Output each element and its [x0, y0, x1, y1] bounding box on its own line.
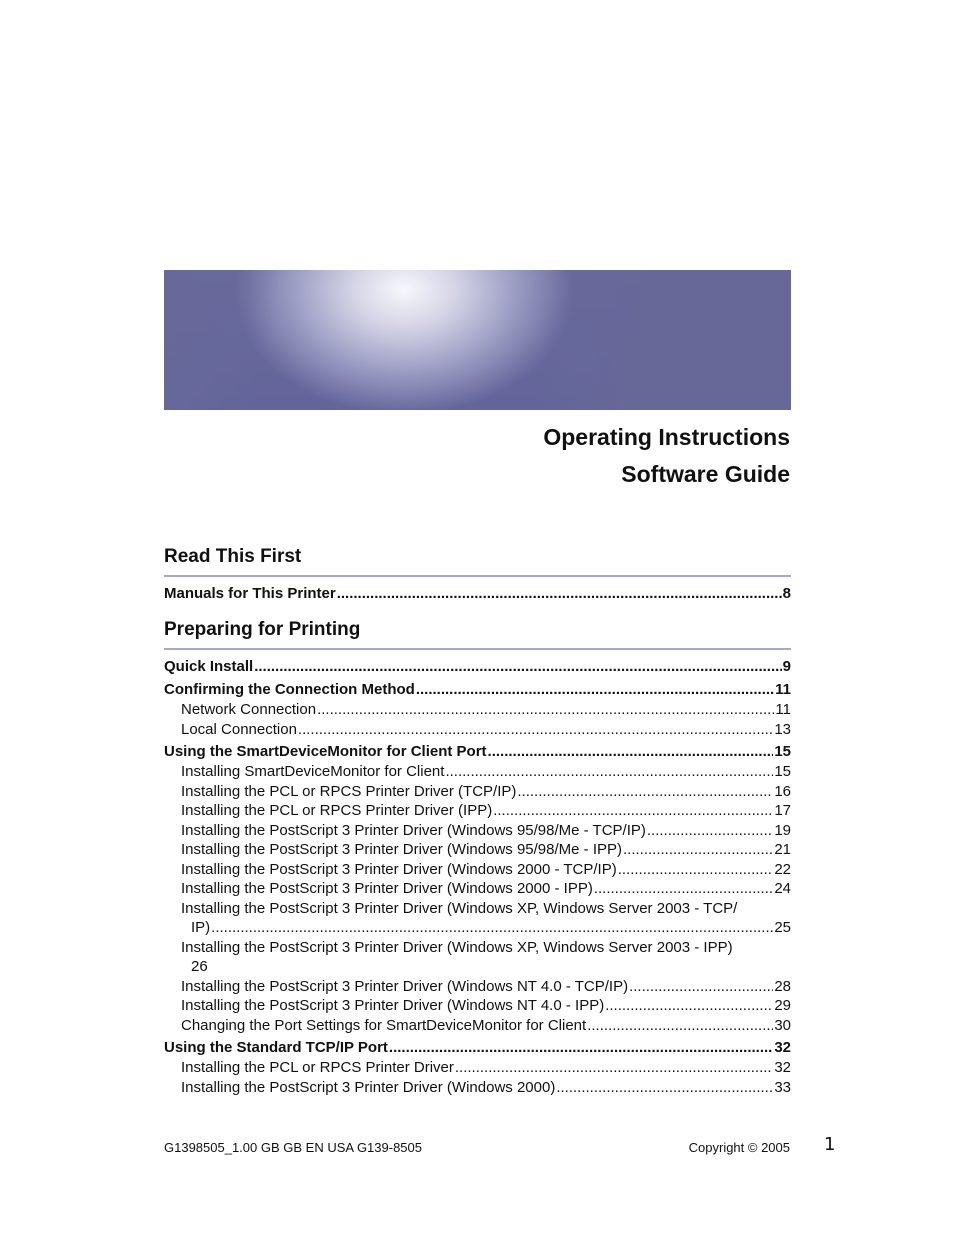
toc-dot-leader: [337, 584, 782, 604]
toc-entry[interactable]: [164, 801, 791, 821]
toc-page-number: 22: [774, 860, 791, 878]
toc-entry-text: Installing the PostScript 3 Printer Driver (Windows 2000 - IPP): [181, 880, 593, 897]
page-number: 1: [824, 1134, 836, 1155]
toc-page-number: 33: [774, 1078, 791, 1096]
toc-dot-leader: [254, 657, 781, 677]
toc-page-number: 11: [775, 681, 791, 698]
toc-dot-leader: [647, 821, 773, 841]
section-read-this-first: [164, 546, 791, 604]
footer-document-code: G1398505_1.00 GB GB EN USA G139-8505: [164, 1140, 423, 1155]
toc-chapter-entry[interactable]: [164, 742, 791, 762]
toc-entry-text: Installing the PCL or RPCS Printer Driver: [181, 1059, 454, 1076]
toc-dot-leader: [594, 879, 773, 899]
toc-dot-leader: [488, 742, 774, 762]
toc-page-number: 28: [774, 977, 791, 995]
toc-page-number: 11: [775, 701, 791, 718]
toc-dot-leader: [493, 801, 773, 821]
title-banner: [164, 270, 791, 410]
toc-chapter-entry[interactable]: [164, 584, 791, 604]
toc-entry[interactable]: [164, 1058, 791, 1078]
toc-entry-text: Confirming the Connection Method: [164, 681, 415, 698]
toc-dot-leader: [211, 918, 773, 938]
toc-page-number: 29: [774, 997, 791, 1014]
toc-entry[interactable]: [164, 1078, 791, 1098]
toc-entry-text: Quick Install: [164, 658, 254, 675]
toc-entry-text: Installing the PostScript 3 Printer Driver (Windows XP, Windows Server 2003 - IPP): [181, 938, 733, 956]
toc-page-number: 25: [774, 919, 791, 936]
toc-page-number: 32: [774, 1039, 791, 1056]
toc-entry-text: Installing the PostScript 3 Printer Driver (Windows NT 4.0 - IPP): [181, 997, 605, 1014]
toc-dot-leader: [618, 860, 774, 880]
toc-page-number: 32: [774, 1059, 791, 1076]
section-preparing-for-printing: [164, 619, 791, 1097]
toc-entry-continuation: [181, 918, 791, 938]
toc-page-number: 15: [774, 743, 791, 760]
toc-chapter-entry[interactable]: [164, 657, 791, 677]
toc-entry-continuation: [181, 957, 791, 977]
toc-entry-text: Changing the Port Settings for SmartDeviceMonitor for Client: [181, 1016, 587, 1034]
toc-dot-leader: [389, 1038, 773, 1058]
document-subtitle: Software Guide: [621, 461, 790, 487]
toc-entry[interactable]: [164, 700, 791, 720]
toc-entry[interactable]: [164, 899, 791, 938]
toc-page-number: 15: [774, 763, 791, 780]
toc-entry-text: Using the Standard TCP/IP Port: [164, 1039, 388, 1056]
toc-dot-leader: [445, 762, 773, 782]
toc-entry-text-cont: 26: [191, 958, 208, 975]
toc-entry-text: Installing the PCL or RPCS Printer Driver (IPP): [181, 802, 493, 819]
toc-entry[interactable]: [164, 782, 791, 802]
toc-entry-text: Installing the PostScript 3 Printer Driver (Windows 2000): [181, 1078, 556, 1096]
document-title: Operating Instructions: [543, 424, 790, 450]
toc-dot-leader: [623, 840, 773, 860]
toc-entry[interactable]: [164, 840, 791, 860]
toc-chapter-entry[interactable]: [164, 680, 791, 700]
toc-page-number: 19: [774, 821, 791, 839]
toc-entry-text: Installing the PostScript 3 Printer Driver (Windows XP, Windows Server 2003 - TCP/: [181, 899, 738, 917]
toc-page-number: 30: [774, 1016, 791, 1034]
section-heading: Preparing for Printing: [164, 619, 791, 650]
toc-entry-text: Installing SmartDeviceMonitor for Client: [181, 763, 445, 780]
toc-dot-leader: [629, 977, 773, 997]
toc-entry-text-cont: IP): [191, 919, 211, 936]
toc-chapter-entry[interactable]: [164, 1038, 791, 1058]
toc-dot-leader: [517, 782, 773, 802]
toc-list: [164, 584, 791, 604]
toc-dot-leader: [298, 720, 773, 740]
toc-page-number: 24: [774, 880, 791, 897]
toc-entry-text: Network Connection: [181, 701, 317, 718]
toc-entry-text: Installing the PCL or RPCS Printer Driver (TCP/IP): [181, 782, 517, 800]
toc-entry-text: Installing the PostScript 3 Printer Driver (Windows 95/98/Me - TCP/IP): [181, 821, 646, 839]
toc-entry[interactable]: [164, 938, 791, 977]
toc-entry-text: Installing the PostScript 3 Printer Driver (Windows NT 4.0 - TCP/IP): [181, 977, 629, 995]
toc-entry[interactable]: [164, 762, 791, 782]
toc-dot-leader: [556, 1078, 773, 1098]
toc-entry-text: Using the SmartDeviceMonitor for Client Port: [164, 743, 487, 760]
toc-page-number: 21: [774, 841, 791, 858]
toc-dot-leader: [605, 996, 773, 1016]
toc-entry[interactable]: [164, 1016, 791, 1036]
toc-dot-leader: [317, 700, 774, 720]
toc-page-number: 9: [782, 658, 791, 675]
toc-page-number: 13: [774, 720, 791, 738]
toc-page-number: 8: [782, 585, 791, 602]
toc-entry-text: Installing the PostScript 3 Printer Driver (Windows 2000 - TCP/IP): [181, 860, 617, 878]
toc-list: [164, 657, 791, 1097]
toc-entry[interactable]: [164, 860, 791, 880]
toc-entry-text: Installing the PostScript 3 Printer Driver (Windows 95/98/Me - IPP): [181, 841, 622, 858]
section-heading: Read This First: [164, 546, 791, 577]
toc-entry[interactable]: [164, 977, 791, 997]
footer-copyright: Copyright © 2005: [688, 1140, 790, 1155]
toc-entry[interactable]: [164, 821, 791, 841]
toc-entry[interactable]: [164, 720, 791, 740]
toc-page-number: 16: [774, 782, 791, 800]
toc-dot-leader: [587, 1016, 773, 1036]
toc-dot-leader: [455, 1058, 773, 1078]
toc-entry-text: Local Connection: [181, 720, 297, 738]
toc-entry-text: Manuals for This Printer: [164, 585, 336, 602]
toc-page-number: 17: [774, 802, 791, 819]
toc-dot-leader: [416, 680, 774, 700]
banner-shading: [164, 270, 791, 410]
toc-entry[interactable]: [164, 996, 791, 1016]
toc-entry[interactable]: [164, 879, 791, 899]
